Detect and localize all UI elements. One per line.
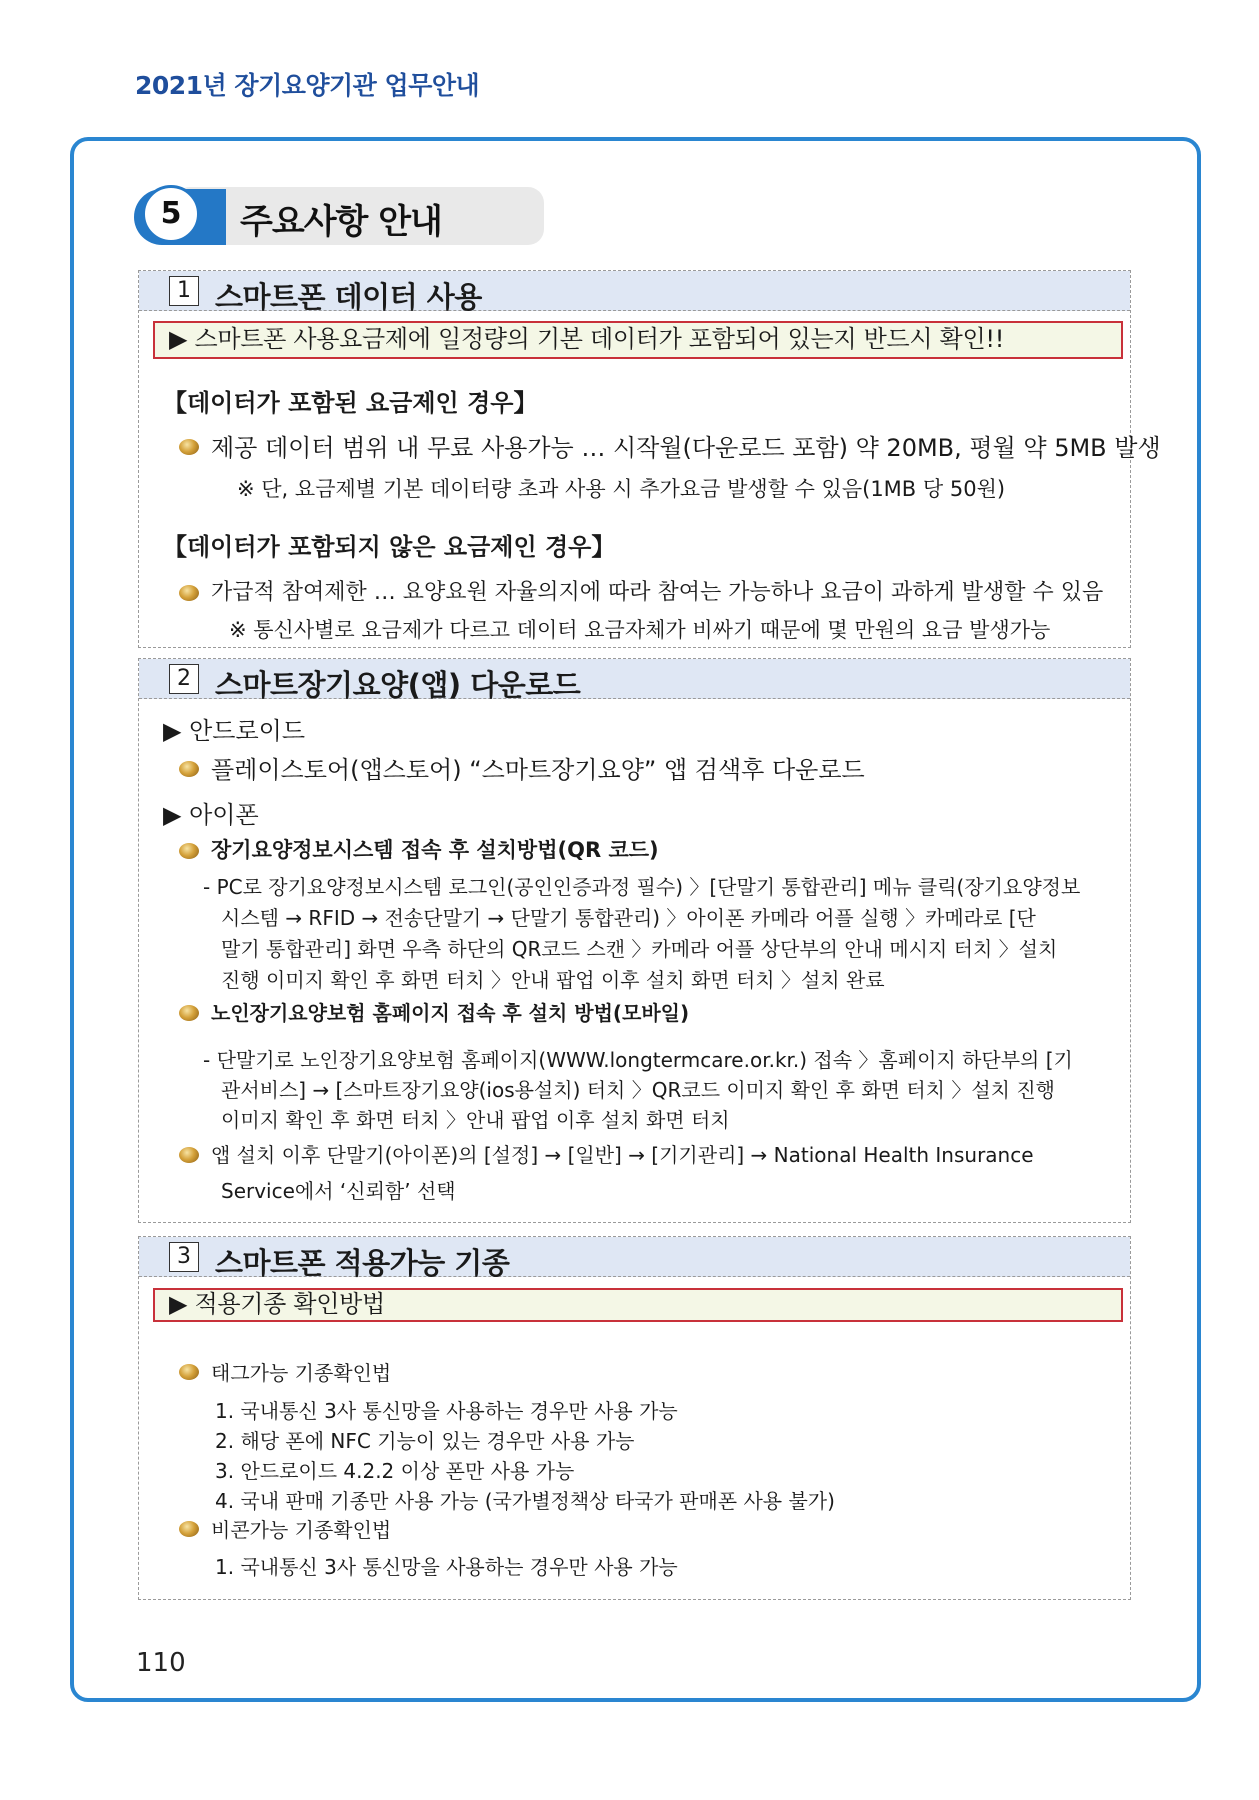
box-compatible-devices [138,1236,1131,1600]
box-title: 스마트폰 적용가능 기종 [215,1246,510,1280]
tag-item: 2. 해당 폰에 NFC 기능이 있는 경우만 사용 가능 [215,1429,635,1453]
notice-box: ▶ 스마트폰 사용요금제에 일정량의 기본 데이터가 포함되어 있는지 반드시 확인!! [153,321,1123,359]
box-app-download [138,658,1131,1223]
method-line: 시스템 → RFID → 전송단말기 → 단말기 통합관리) 〉아이폰 카메라 어플 실행 〉카메라로 [단 [221,906,1036,930]
tag-title: 태그가능 기종확인법 [211,1361,392,1385]
case-item: 가급적 참여제한 … 요양요원 자율의지에 따라 참여는 가능하나 요금이 과하게 발생할 수 있음 [211,580,1104,605]
box-number: 3 [169,1242,199,1272]
case-note: ※ 통신사별로 요금제가 다르고 데이터 요금자체가 비싸기 때문에 몇 만원의 요금 발생가능 [229,618,1051,642]
method-title: 장기요양정보시스템 접속 후 설치방법(QR 코드) [211,838,659,862]
bullet-icon [179,1005,199,1021]
page-number: 110 [136,1648,186,1678]
box-smartphone-data [138,270,1161,648]
tag-item: 1. 국내통신 3사 통신망을 사용하는 경우만 사용 가능 [215,1399,678,1423]
bullet-icon [179,1521,199,1537]
box-number: 2 [169,664,199,694]
box-header [139,271,1130,314]
beacon-item: 1. 국내통신 3사 통신망을 사용하는 경우만 사용 가능 [215,1555,678,1579]
section-title [134,185,544,247]
document-header: 2021년 장기요양기관 업무안내 [135,71,480,100]
bullet-icon [179,1364,199,1380]
tag-item: 4. 국내 판매 기종만 사용 가능 (국가별정책상 타국가 판매폰 사용 불가) [215,1489,835,1513]
box-title: 스마트장기요양(앱) 다운로드 [215,668,581,702]
bullet-icon [179,843,199,859]
method-line: - PC로 장기요양정보시스템 로그인(공인인증과정 필수) 〉[단말기 통합관리] 메뉴 클릭(장기요양정보 [203,875,1081,899]
bullet-icon [179,1147,199,1163]
trust-line: 앱 설치 이후 단말기(아이폰)의 [설정] → [일반] → [기기관리] → National Health Insurance [211,1143,1034,1167]
android-label: ▶ 안드로이드 [163,717,306,745]
section-number: 5 [142,185,200,243]
case-note: ※ 단, 요금제별 기본 데이터량 초과 사용 시 추가요금 발생할 수 있음(1MB 당 50원) [237,477,1006,501]
method-line: 이미지 확인 후 화면 터치 〉안내 팝업 이후 설치 화면 터치 [221,1108,730,1132]
bullet-icon [179,585,199,601]
case-heading: 【데이터가 포함되지 않은 요금제인 경우】 [163,533,616,561]
bullet-icon [179,761,199,777]
box-header [139,659,1130,702]
iphone-label: ▶ 아이폰 [163,801,259,829]
beacon-title: 비콘가능 기종확인법 [211,1518,392,1542]
box-header [139,1237,1130,1280]
box-number: 1 [169,276,199,306]
box-title: 스마트폰 데이터 사용 [215,280,482,314]
tag-item: 3. 안드로이드 4.2.2 이상 폰만 사용 가능 [215,1459,575,1483]
method-line: 관서비스] → [스마트장기요양(ios용설치) 터치 〉QR코드 이미지 확인 후 화면 터치 〉설치 진행 [221,1078,1055,1102]
method-line: 말기 통합관리] 화면 우측 하단의 QR코드 스캔 〉카메라 어플 상단부의 안내 메시지 터치 〉설치 [221,937,1058,961]
case-item: 제공 데이터 범위 내 무료 사용가능 … 시작월(다운로드 포함) 약 20MB, 평월 약 5MB 발생 [211,434,1161,462]
method-title: 노인장기요양보험 홈페이지 접속 후 설치 방법(모바일) [211,1001,690,1025]
android-item: 플레이스토어(앱스토어) “스마트장기요양” 앱 검색후 다운로드 [211,756,865,784]
trust-line: Service에서 ‘신뢰함’ 선택 [221,1179,456,1203]
bullet-icon [179,439,199,455]
notice-box: ▶ 적용기종 확인방법 [153,1288,1123,1322]
case-heading: 【데이터가 포함된 요금제인 경우】 [163,389,538,417]
method-line: 진행 이미지 확인 후 화면 터치 〉안내 팝업 이후 설치 화면 터치 〉설치 완료 [221,968,885,992]
section-title-text: 주요사항 안내 [240,202,442,242]
method-line: - 단말기로 노인장기요양보험 홈페이지(WWW.longtermcare.or.kr.) 접속 〉홈페이지 하단부의 [기 [203,1048,1073,1072]
